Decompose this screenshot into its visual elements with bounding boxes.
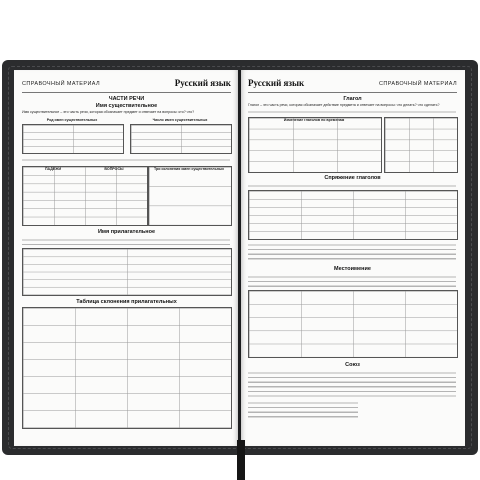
adjective-declension-table (22, 307, 232, 429)
conjunction-heading: Союз (345, 362, 360, 368)
right-page (240, 70, 465, 446)
pronoun-table (248, 290, 458, 358)
cases-column-header: ПАДЕЖИ (44, 167, 62, 171)
conjunction-text-lines (248, 369, 456, 397)
left-page (14, 70, 239, 446)
noun-gender-table-title: Род имен существительных (46, 118, 98, 122)
conjunction-examples-lines (248, 399, 358, 421)
questions-column-header: ВОПРОСЫ (104, 167, 124, 171)
adjective-definition-lines (22, 236, 230, 246)
declensions-column-header: Три склонения имен существительных (153, 167, 225, 171)
pronoun-definition-lines (248, 273, 456, 287)
declension-note (22, 156, 230, 164)
subject-title: Русский язык (174, 78, 231, 88)
verb-number-table (384, 117, 458, 173)
conjugation-rules-lines (248, 241, 456, 263)
parts-of-speech-heading: ЧАСТИ РЕЧИ (108, 96, 145, 102)
right-page-header (248, 78, 457, 93)
verb-tense-table (248, 117, 382, 173)
left-page-header (22, 78, 231, 93)
adjective-heading: Имя прилагательное (97, 229, 156, 235)
conjugation-note-lines (248, 182, 456, 188)
noun-declensions-table (148, 166, 232, 226)
verb-note-lines (248, 108, 456, 114)
noun-heading: Имя существительное (95, 103, 158, 109)
verb-tense-table-title: Изменение глаголов по временам (283, 118, 345, 122)
noun-gender-table (22, 124, 124, 154)
section-label: СПРАВОЧНЫЙ МАТЕРИАЛ (22, 81, 100, 87)
bookmark-ribbon (237, 440, 245, 480)
noun-definition: Имя существительное – это часть речи, которая обозначает предмет и отвечает на вопросы: кто? что? (22, 110, 195, 114)
book-spine-gutter (238, 70, 241, 446)
verb-definition: Глагол – это часть речи, которая обозначает действие предмета и отвечает на вопросы: что делать? что сделать? (248, 103, 440, 107)
verb-heading: Глагол (343, 96, 362, 102)
section-label: СПРАВОЧНЫЙ МАТЕРИАЛ (379, 81, 457, 87)
pronoun-heading: Местоимение (334, 266, 371, 272)
noun-number-table-title: Число имен существительных (152, 118, 208, 122)
noun-number-table (130, 124, 232, 154)
adjective-gender-table (22, 248, 232, 296)
subject-title: Русский язык (248, 78, 305, 88)
verb-conjugation-table (248, 190, 458, 240)
verb-conjugation-heading: Спряжение глаголов (324, 175, 381, 181)
noun-cases-table (22, 166, 148, 226)
adjective-declension-heading: Таблица склонения прилагательных (76, 299, 177, 305)
